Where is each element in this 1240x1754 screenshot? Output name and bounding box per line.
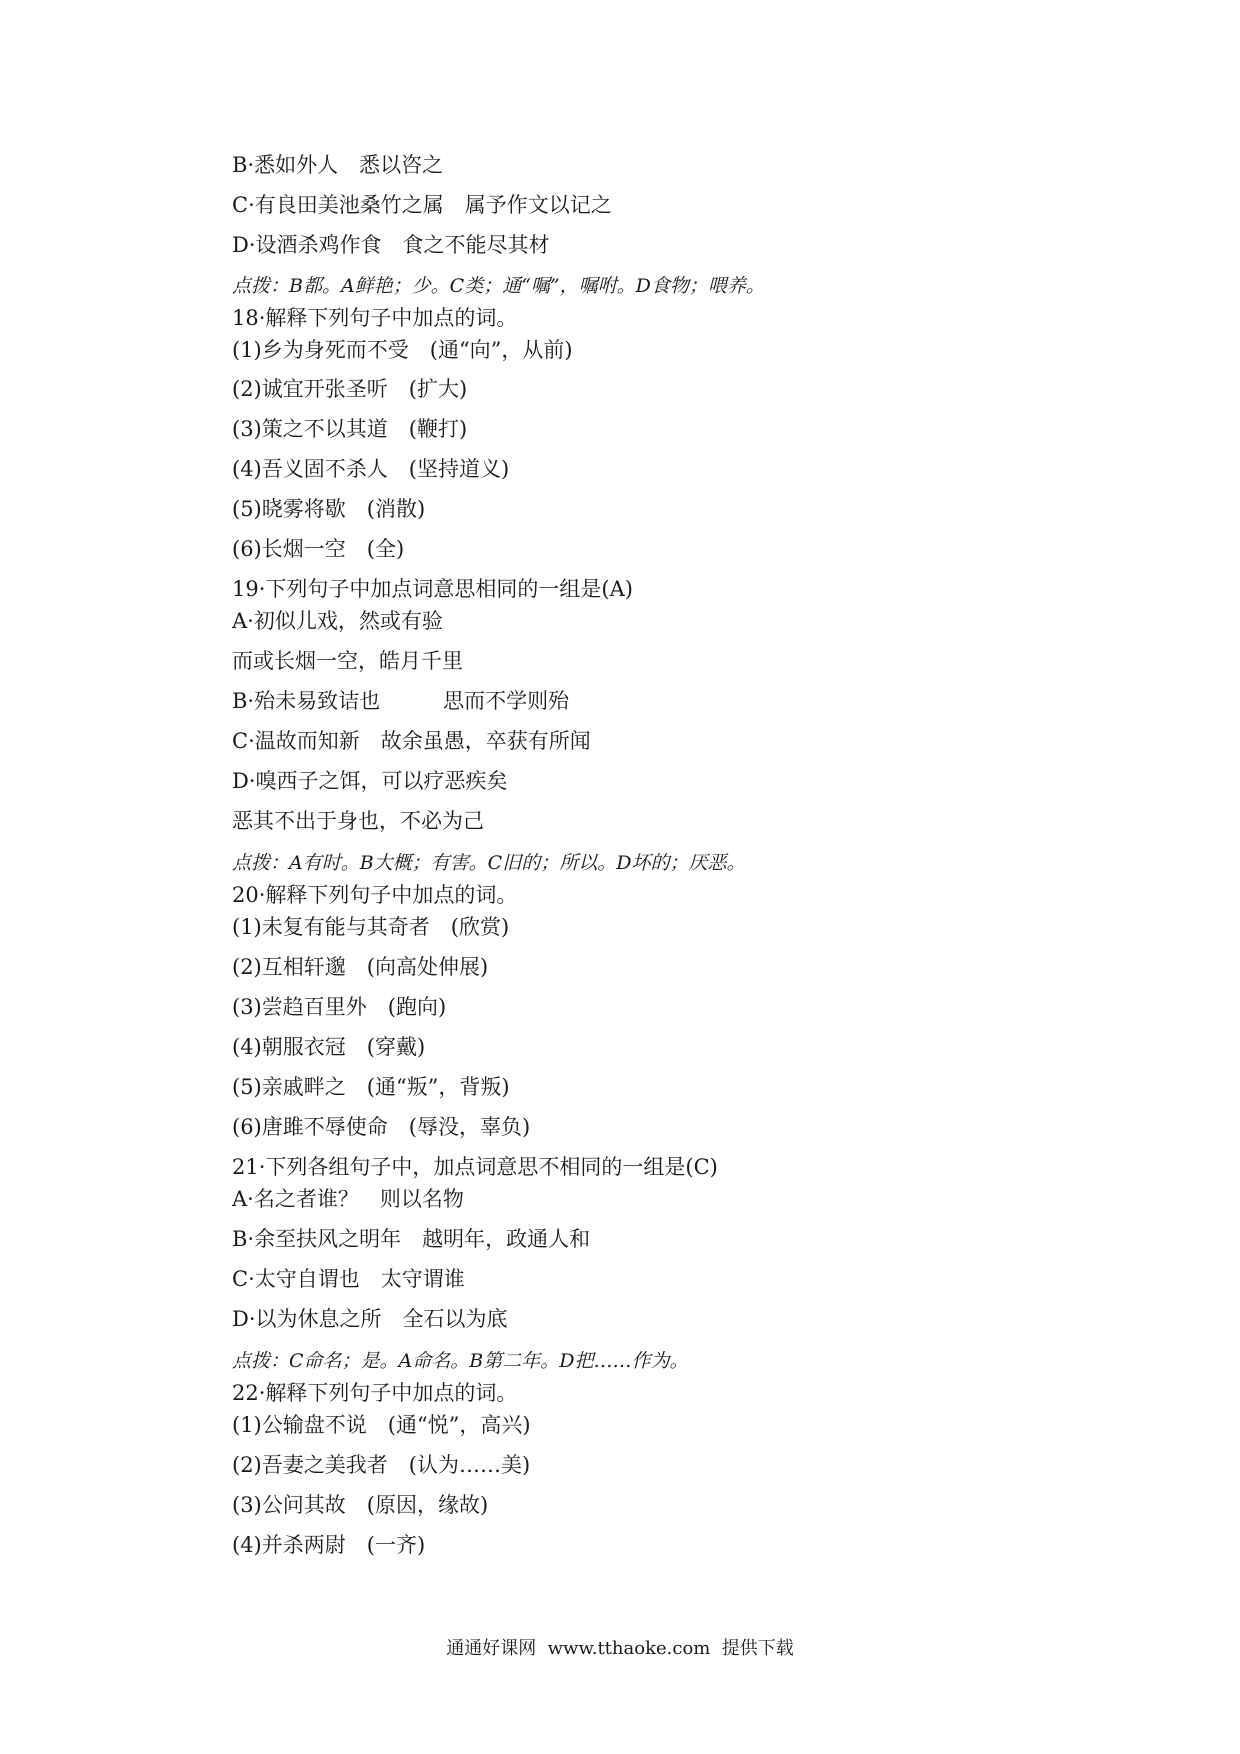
text-line: (6)唐雎不辱使命 (辱没，辜负) [232, 1115, 531, 1139]
text-line: (1)公输盘不说 (通“悦”，高兴) [232, 1413, 531, 1437]
text-line: A·名之者谁？ 则以名物 [232, 1187, 464, 1211]
text-line: (4)朝服衣冠 (穿戴) [232, 1035, 426, 1059]
text-line: (1)未复有能与其奇者 (欣赏) [232, 915, 510, 939]
text-line: D·嗅西子之饵，可以疗恶疾矣 [232, 769, 508, 793]
text-line: 18·解释下列句子中加点的词。 [232, 306, 518, 330]
text-line: (4)并杀两尉 (一齐) [232, 1533, 426, 1557]
text-line: 20·解释下列句子中加点的词。 [232, 883, 518, 907]
text-line: (3)公问其故 (原因，缘故) [232, 1493, 489, 1517]
hint-line: 点拨：A有时。B大概；有害。C旧的；所以。D坏的；厌恶。 [232, 852, 746, 874]
text-line: A·初似儿戏，然或有验 [232, 609, 443, 633]
text-line: (5)亲戚畔之 (通“叛”，背叛) [232, 1075, 510, 1099]
text-line: 21·下列各组句子中，加点词意思不相同的一组是(C) [232, 1155, 718, 1179]
text-line: (2)诚宜开张圣听 (扩大) [232, 377, 468, 401]
text-line: (2)吾妻之美我者 (认为……美) [232, 1453, 531, 1477]
text-line: C·温故而知新 故余虽愚，卒获有所闻 [232, 729, 591, 753]
hint-line: 点拨：C命名；是。A命名。B第二年。D把……作为。 [232, 1350, 689, 1372]
text-line: B·余至扶风之明年 越明年，政通人和 [232, 1227, 591, 1251]
text-line: 19·下列句子中加点词意思相同的一组是(A) [232, 577, 633, 601]
text-line: (1)乡为身死而不受 (通“向”，从前) [232, 338, 573, 362]
text-line: C·有良田美池桑竹之属 属予作文以记之 [232, 193, 612, 217]
text-line: D·以为休息之所 全石以为底 [232, 1307, 508, 1331]
text-line: 22·解释下列句子中加点的词。 [232, 1381, 518, 1405]
text-line: C·太守自谓也 太守谓谁 [232, 1267, 465, 1291]
text-line: (3)尝趋百里外 (跑向) [232, 995, 447, 1019]
text-line: (3)策之不以其道 (鞭打) [232, 417, 468, 441]
text-line: 而或长烟一空，皓月千里 [232, 649, 463, 673]
text-line: (2)互相轩邈 (向高处伸展) [232, 955, 489, 979]
footer-source: 通通好课网 www.tthaoke.com 提供下载 [446, 1638, 794, 1659]
text-line: (4)吾义固不杀人 (坚持道义) [232, 457, 510, 481]
text-line: D·设酒杀鸡作食 食之不能尽其材 [232, 233, 550, 257]
text-line: B·殆未易致诘也 思而不学则殆 [232, 689, 570, 713]
hint-line: 点拨：B都。A鲜艳；少。C类；通“嘱”，嘱咐。D食物；喂养。 [232, 275, 765, 297]
text-line: B·悉如外人 悉以咨之 [232, 153, 444, 177]
text-line: (6)长烟一空 (全) [232, 537, 405, 561]
text-line: (5)晓雾将歇 (消散) [232, 497, 426, 521]
text-line: 恶其不出于身也，不必为己 [232, 809, 484, 833]
